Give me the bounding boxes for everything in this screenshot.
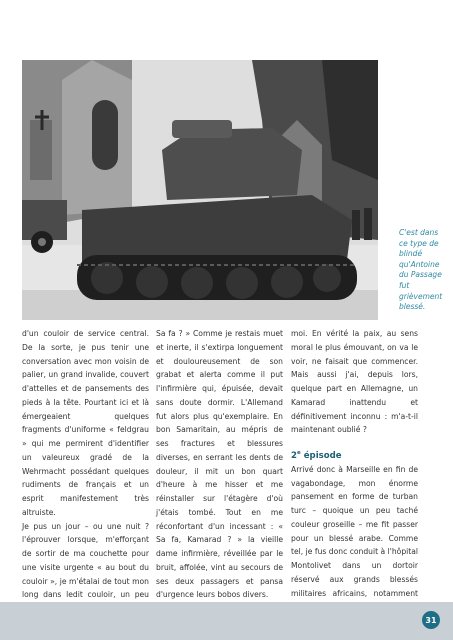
paragraph: d'un couloir de service central. De la sorte, je pus tenir une conversation avec mon voisin de palier, un grand invalide, couvert d'attelles et de pansements des pieds à la tête. Pourtant ici et là émergeaient quelques fragments d'uniforme « feldgrau » qui me permirent d'identifier un valeureux gradé de la Wehrmacht possédant quelques rudiments de français et un esprit manifestement très altruiste.: [22, 329, 149, 517]
heading-superscript: e: [296, 450, 301, 456]
photo-caption: C'est dans ce type de blindé qu'Antoine du Passage fut grièvement blessé.: [399, 228, 443, 312]
paragraph: moi. En vérité la paix, au sens moral le plus émouvant, on va le voir, ne faisait que commencer. Mais aussi j'ai, depuis lors, quelque part en Allemagne, un Kamarad inattendu et définitivement inconnu : m'a-t-il maintenant oublié ?: [291, 329, 418, 435]
heading-text: épisode: [300, 450, 342, 461]
heading-number: 2: [291, 450, 297, 461]
text-column-2: [156, 327, 283, 630]
page-number: 31: [422, 611, 440, 629]
text-column-3: [291, 327, 418, 640]
section-heading: [291, 447, 418, 463]
paragraph: Arrivé donc à Marseille en fin de vagabondage, mon énorme pansement en forme de turban turc – quoique un peu taché couleur groseille – me fit passer pour un blessé arabe. Comme tel, je fus donc conduit à l'hôpital Montolivet dans un dortoir réservé aux grands blessés militaires africains, notamment: [291, 464, 418, 598]
tank-photo: [22, 60, 378, 320]
paragraph: Je pus un jour – ou une nuit ? l'éprouver lorsque, m'efforçant de sortir de ma couchette pour une visite urgente « au bout du couloir », je m'étalai de tout mon long dans ledit couloir, un peu: [22, 521, 149, 600]
paragraph: Sa fa ? » Comme je restais muet et inerte, il s'extirpa longuement et douloureusement de son grabat et alerta comme il put l'infirmière qui, épuisée, devait sans doute dormir. L'Allemand fut alors plus qu'exemplaire. En bon Samaritain, au mépris de ses fractures et blessures diverses, en serrant les dents de douleur, il mit un bon quart d'heure à me hisser et me réinstaller sur l'étagère d'où j'étais tombé. Tout en me réconfortant d'un incessant : « Sa fa, Kamarad ? » la vieille dame infirmière, réveillée par le bruit, affolée, vint au secours de ses deux passagers et pansa d'urgence leurs bobos divers.: [156, 329, 283, 600]
text-column-1: [22, 327, 149, 640]
footer-band: [0, 602, 453, 640]
